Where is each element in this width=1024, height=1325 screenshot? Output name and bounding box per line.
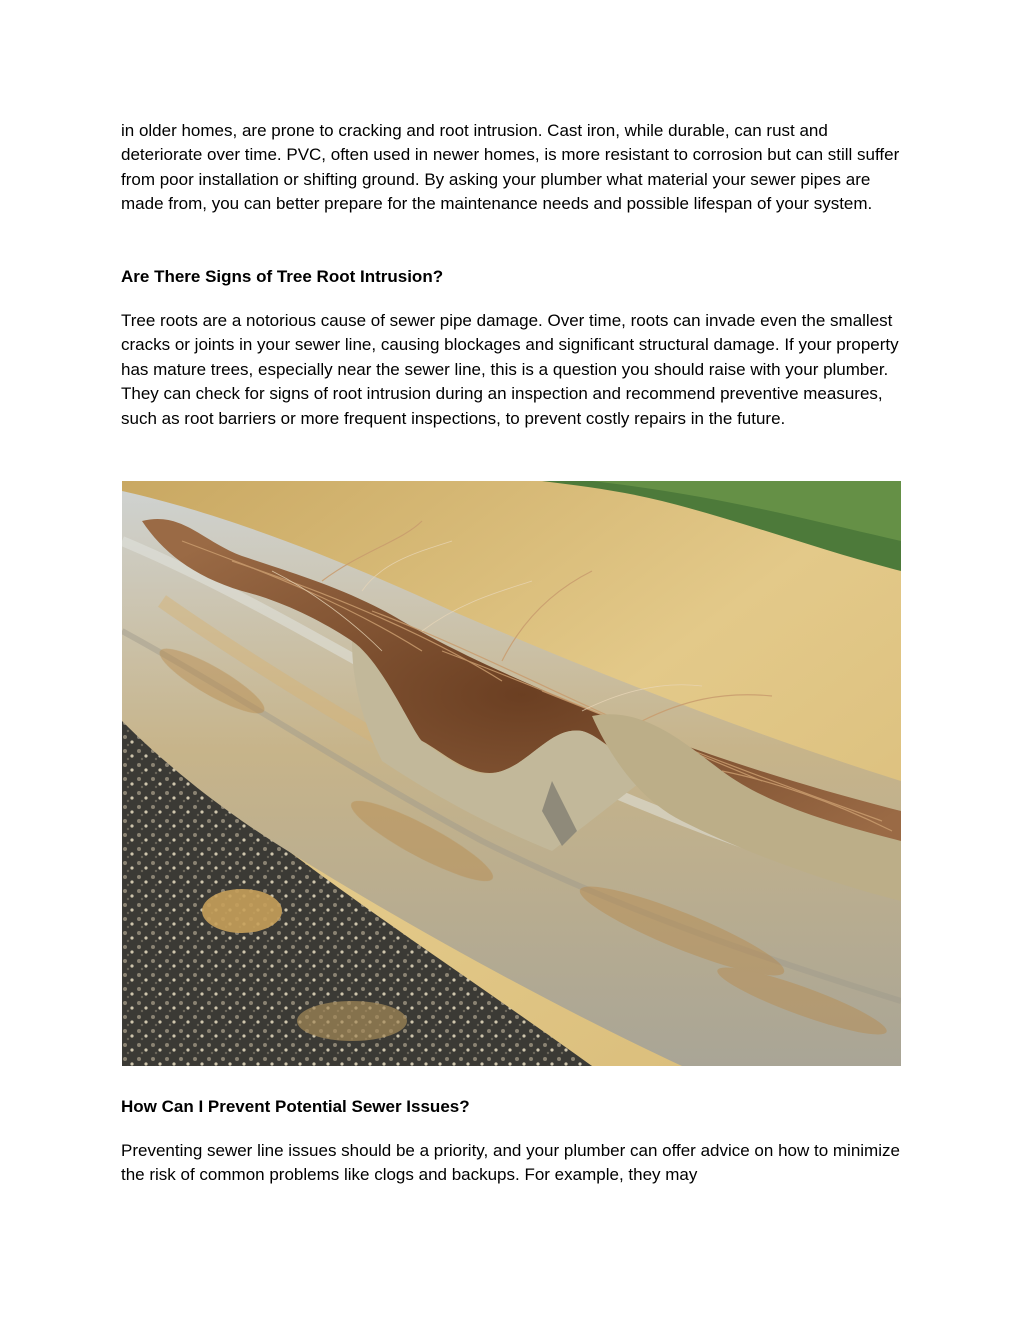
paragraph-pipe-materials: in older homes, are prone to cracking and root intrusion. Cast iron, while durable, can rust and deteriorate over time. PVC, often used in newer homes, is more resistant to corrosion but can still suffer from poor installation or shifting ground. By asking your plumber what material your sewer pipes are made from, you can better prepare for the maintenance needs and possible lifespan of your system. [121,121,900,214]
heading-tree-root-intrusion: Are There Signs of Tree Root Intrusion? [121,267,444,286]
photo-broken-sewer-pipe [122,481,901,1066]
heading-prevent-sewer-issues: How Can I Prevent Potential Sewer Issues? [121,1097,470,1116]
paragraph-prevention-advice: Preventing sewer line issues should be a priority, and your plumber can offer advice on how to minimize the risk of common problems like clogs and backups. For example, they may [121,1141,900,1185]
paragraph-tree-roots: Tree roots are a notorious cause of sewer pipe damage. Over time, roots can invade even the smallest cracks or joints in your sewer line, causing blockages and significant structural damage. If your property has mature trees, especially near the sewer line, this is a question you should raise with your plumber. They can check for signs of root intrusion during an inspection and recommend preventive measures, such as root barriers or more frequent inspections, to prevent costly repairs in the future. [121,311,899,428]
